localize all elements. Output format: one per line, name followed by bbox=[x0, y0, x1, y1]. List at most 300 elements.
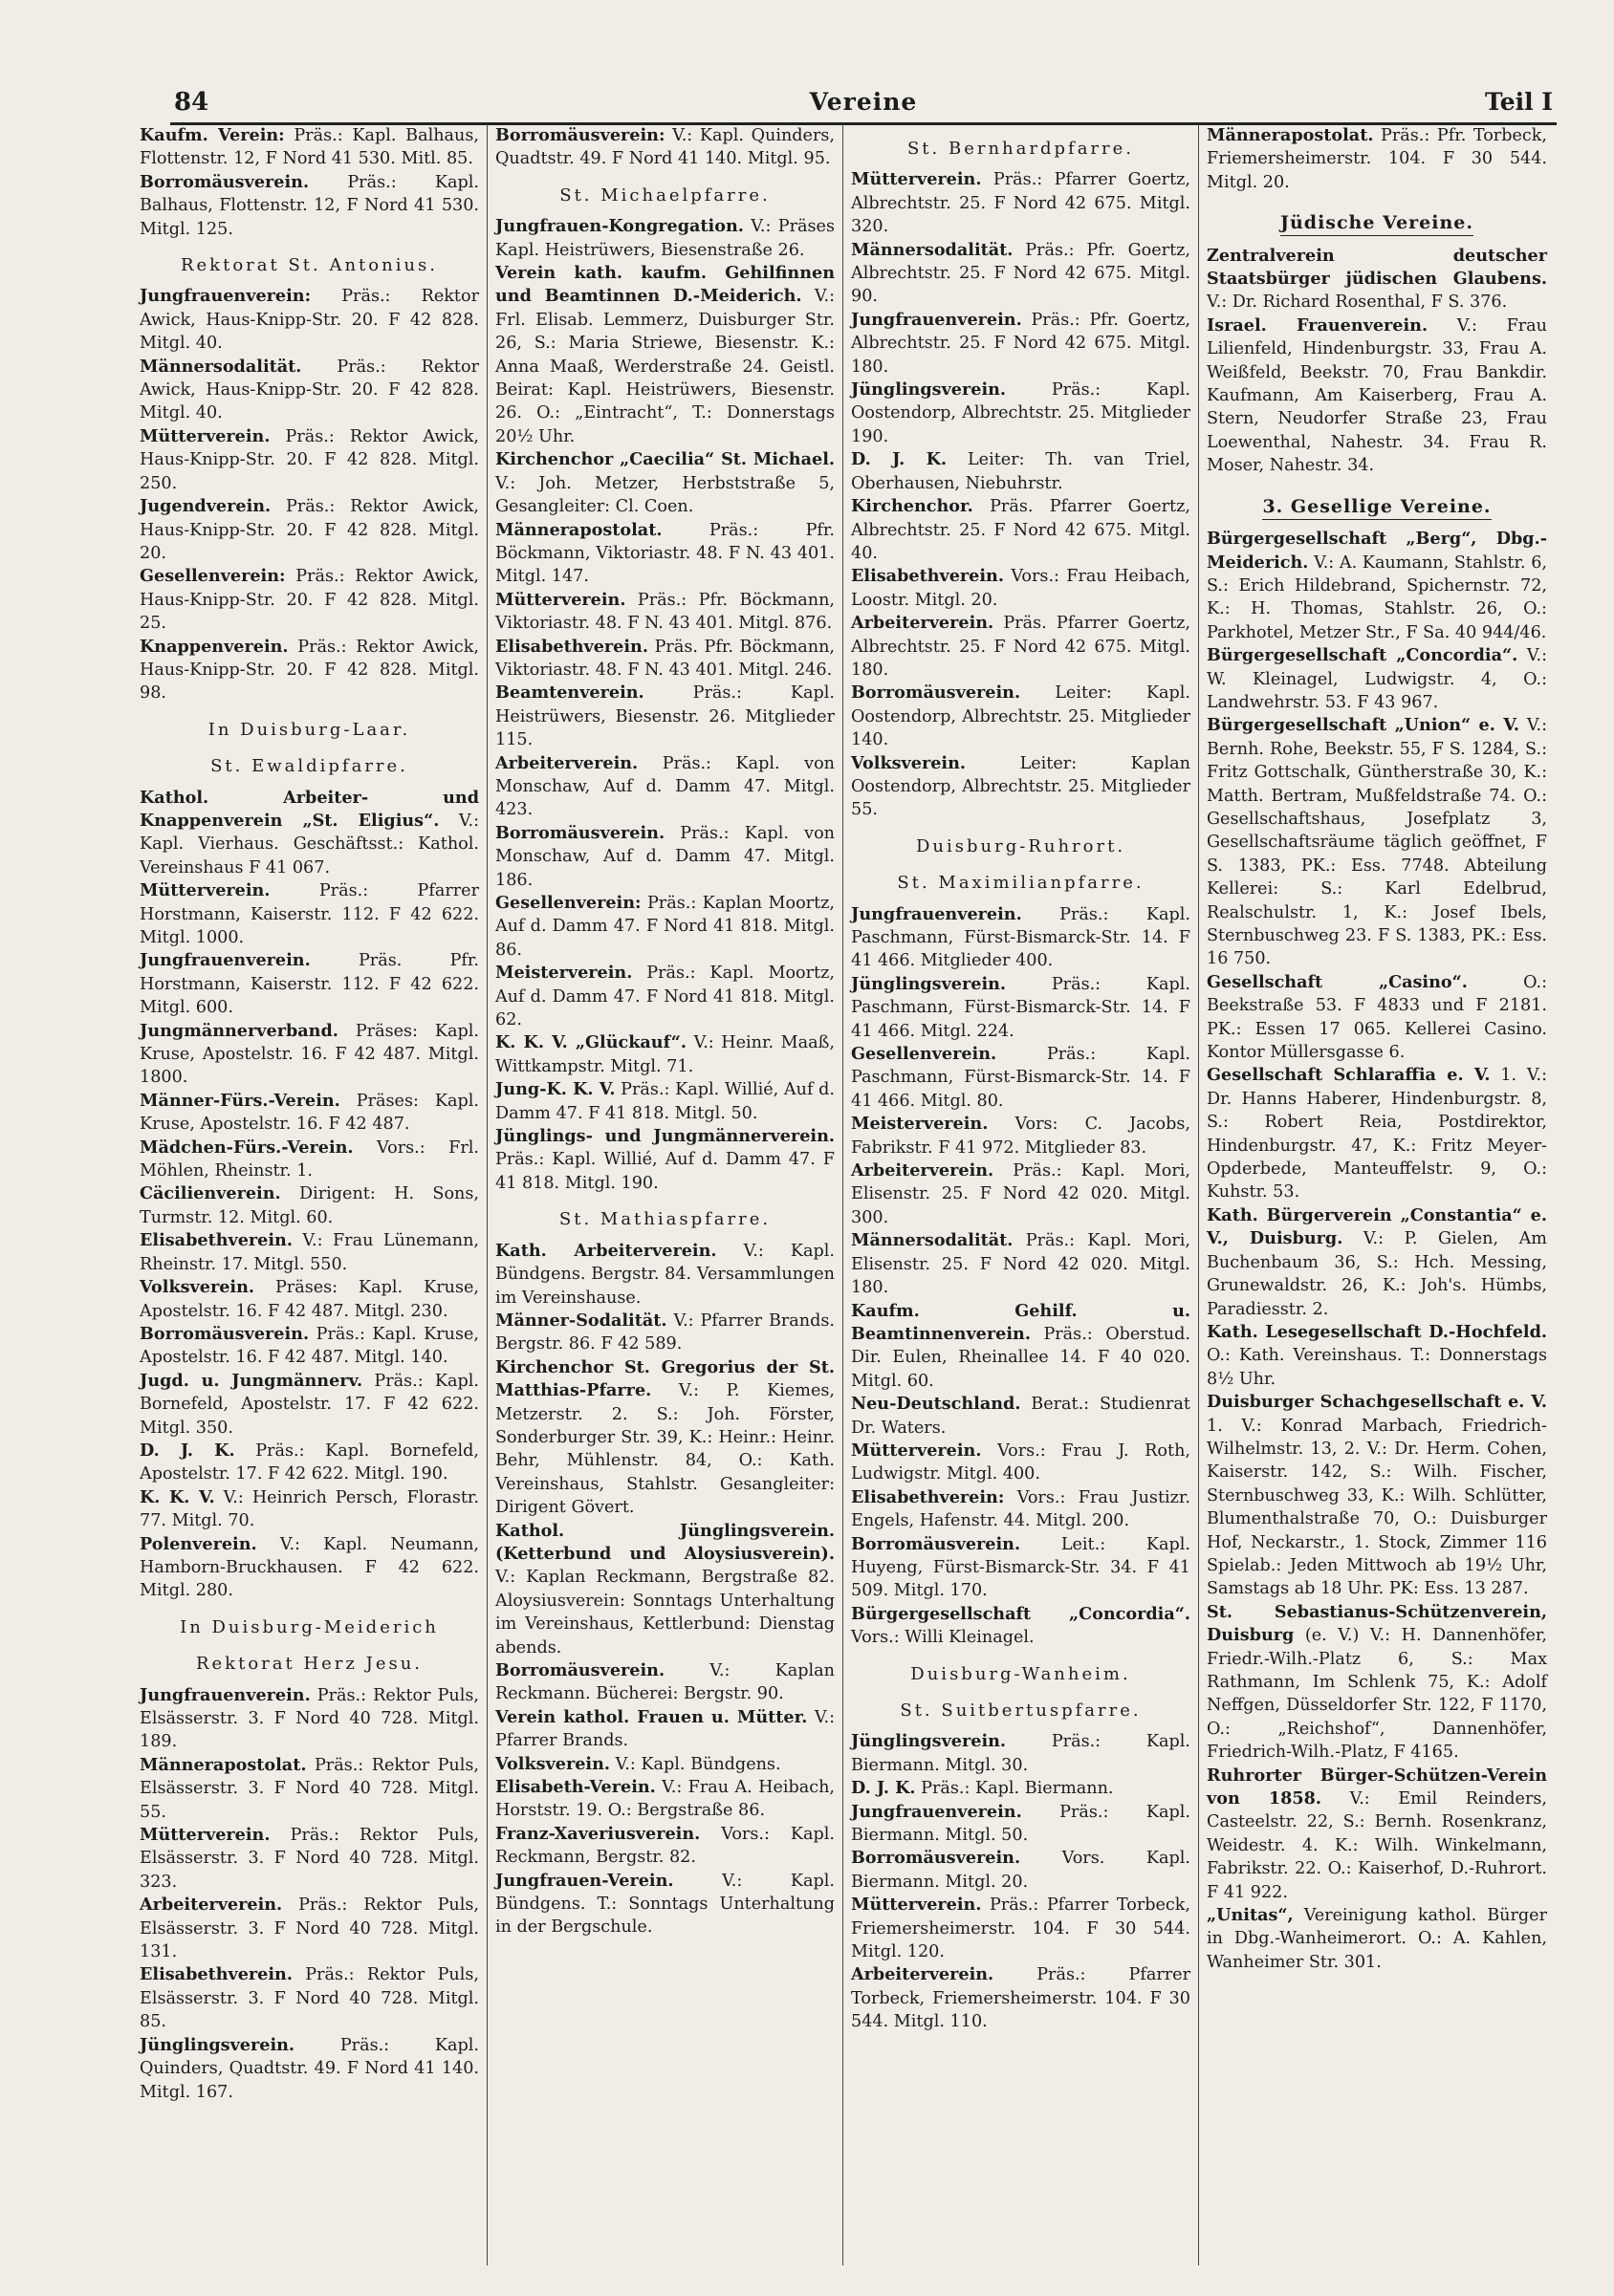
directory-entry bbox=[140, 171, 479, 241]
directory-entry bbox=[851, 1159, 1190, 1229]
entry-name: Jugendverein. bbox=[140, 496, 272, 517]
entry-details: Präs.: Kapl. Kruse, Apostelstr. 16. F 42 487. Mitgl. 140. bbox=[140, 1324, 479, 1368]
entry-name: Verein kath. kaufm. Gehilfinnen und Beamtinnen D.-Meiderich. bbox=[495, 263, 835, 307]
section-heading bbox=[851, 835, 1190, 858]
entry-name: Meisterverein. bbox=[495, 963, 633, 984]
section-heading bbox=[495, 1208, 835, 1231]
entry-name: Gesellschaft Schlaraffia e. V. bbox=[1207, 1065, 1491, 1086]
entry-details: Präs.: Rektor Awick, Haus-Knipp-Str. 20. F 42 828. Mitgl. 250. bbox=[140, 426, 479, 493]
entry-details: Präs. Pfarrer Goertz, Albrechtstr. 25. F Nord 42 675. Mitgl. 180. bbox=[851, 614, 1190, 680]
directory-entry bbox=[495, 1753, 835, 1776]
entry-name: Kathol. Jünglingsverein. (Ketterbund und Aloysiusverein). bbox=[495, 1520, 835, 1564]
directory-entry bbox=[1207, 714, 1547, 970]
directory-entry bbox=[851, 1440, 1190, 1486]
entry-name: „Unitas“, bbox=[1207, 1905, 1294, 1926]
entry-details: V.: Pfarrer Brands. Bergstr. 86. F 42 589. bbox=[495, 1310, 835, 1354]
directory-entry bbox=[1207, 1904, 1547, 1974]
entry-details: Vors.: Kapl. Reckmann, Bergstr. 82. bbox=[495, 1824, 835, 1868]
section-heading bbox=[851, 1663, 1190, 1686]
entry-details: Präs.: Rektor Awick, Haus-Knipp-Str. 20. F 42 828. Mitgl. 40. bbox=[140, 357, 479, 423]
entry-details: V.: Bernh. Rohe, Beekstr. 55, F S. 1284, S.: Fritz Gottschalk, Güntherstraße 30, K.: Matth. Bertram, Mußfeldstraße 74. O.: Gesellschaftshaus, Josefplatz 3, Gesellschaftsräume täglich geöffnet, F S. 1383, PK.: Ess. 7748. Abteilung Kellerei: S.: Karl Edelbrud, Realschulstr. 1, K.: Josef Ibels, Sternbuschweg 23. F S. 1383, PK.: Ess. 16 750. bbox=[1207, 716, 1548, 969]
entry-details: Vors.: Frau J. Roth, Ludwigstr. Mitgl. 400. bbox=[851, 1440, 1190, 1484]
entry-details: Präs.: Pfr. Böckmann, Viktoriastr. 48. F N. 43 401. Mitgl. 876. bbox=[495, 590, 835, 634]
directory-entry bbox=[140, 1090, 479, 1137]
entry-name: Elisabethverein. bbox=[851, 566, 1004, 587]
entry-name: Kathol. Arbeiter- und Knappenverein „St. Eligius“. bbox=[140, 787, 479, 831]
section-heading-text: Duisburg-Wanheim. bbox=[910, 1663, 1131, 1684]
entry-details: Präs.: Kapl. Paschmann, Fürst-Bismarck-Str. 14. F 41 466. Mitglieder 400. bbox=[851, 904, 1190, 971]
entry-details: Präs.: Kapl. Balhaus, Flottenstr. 12, F Nord 41 530. Mitl. 85. bbox=[140, 126, 479, 169]
directory-entry bbox=[851, 1300, 1190, 1394]
directory-entry bbox=[1207, 314, 1547, 478]
directory-entry bbox=[140, 1894, 479, 1963]
section-heading bbox=[140, 254, 479, 277]
entry-details: Präs.: Kapl. Moortz, Auf d. Damm 47. F Nord 41 818. Mitgl. 62. bbox=[495, 964, 835, 1030]
entry-details: V.: Frau Lilienfeld, Hindenburgstr. 33, Frau A. Weißfeld, Beekstr. 70, Frau Bankdir. Kaufmann, Am Kaiserberg, Frau A. Stern, Neudorfer Straße 23, Frau Loewenthal, Nahestr. 34. Frau R. Moser, Nahestr. 34. bbox=[1207, 315, 1548, 476]
entry-details: Präs. Pfr. Horstmann, Kaiserstr. 112. F 42 622. Mitgl. 600. bbox=[140, 951, 479, 1018]
directory-entry bbox=[1207, 124, 1547, 194]
entry-details: Präses: Kapl. Kruse, Apostelstr. 16. F 42 487. Mitgl. 230. bbox=[140, 1278, 479, 1321]
entry-name: Borromäusverein. bbox=[495, 1660, 665, 1680]
entry-details: Präs.: Rektor Puls, Elsässerstr. 3. F Nord 40 728. Mitgl. 85. bbox=[140, 1965, 479, 2032]
directory-entry bbox=[140, 1963, 479, 2033]
entry-name: Jungfrauenverein: bbox=[140, 286, 312, 307]
directory-entry bbox=[851, 1801, 1190, 1848]
directory-entry bbox=[851, 379, 1190, 448]
directory-entry bbox=[851, 973, 1190, 1043]
entry-details: Leiter: Kapl. Oostendorp, Albrechtstr. 25. Mitglieder 140. bbox=[851, 683, 1191, 750]
entry-name: Arbeiterverein. bbox=[851, 1160, 994, 1181]
directory-entry bbox=[851, 1113, 1190, 1159]
entry-details: O.: Kath. Vereinshaus. T.: Donnerstags 8½ Uhr. bbox=[1207, 1346, 1547, 1389]
directory-entry bbox=[851, 239, 1190, 309]
entry-details: Präs.: Kapl. Paschmann, Fürst-Bismarck-Str. 14. F 41 466. Mitgl. 80. bbox=[851, 1045, 1190, 1111]
entry-name: D. J. K. bbox=[851, 449, 948, 470]
entry-details: 1. V.: Dr. Hanns Haberer, Hindenburgstr. 8, S.: Robert Reia, Postdirektor, Hindenburgstr. 47, K.: Fritz Meyer-Opderbede, Manteuffelstr. 9, O.: Kuhstr. 53. bbox=[1207, 1066, 1548, 1202]
entry-name: Kirchenchor „Caecilia“ St. Michael. bbox=[495, 449, 835, 470]
entry-name: Zentralverein deutscher Staatsbürger jüdischen Glaubens. bbox=[1207, 245, 1547, 290]
entry-details: Präs.: Kapl. Bornefeld, Apostelstr. 17. F 42 622. Mitgl. 190. bbox=[140, 1440, 479, 1484]
directory-entry bbox=[140, 1370, 479, 1440]
entry-name: Jünglingsverein. bbox=[851, 1731, 1007, 1752]
entry-name: Kirchenchor St. Gregorius der St. Matthias-Pfarre. bbox=[495, 1356, 835, 1401]
entry-name: Arbeiterverein. bbox=[140, 1895, 283, 1916]
entry-name: Borromäusverein: bbox=[495, 125, 665, 145]
entry-name: Kath. Lesegesellschaft D.-Hochfeld. bbox=[1207, 1321, 1547, 1342]
directory-entry bbox=[495, 822, 835, 892]
directory-entry bbox=[140, 285, 479, 355]
section-heading-text: St. Ewaldipfarre. bbox=[210, 756, 408, 777]
entry-name: Kaufm. Gehilf. u. Beamtinnenverein. bbox=[851, 1300, 1190, 1344]
directory-entry bbox=[140, 1182, 479, 1229]
directory-entry bbox=[495, 752, 835, 822]
entry-name: Männersodalität. bbox=[851, 239, 1014, 260]
entry-name: Gesellenverein. bbox=[851, 1044, 997, 1065]
directory-entry bbox=[140, 1684, 479, 1754]
entry-details: V.: Pfarrer Brands. bbox=[495, 1707, 836, 1751]
section-heading-text: St. Suitbertuspfarre. bbox=[900, 1700, 1142, 1721]
entry-name: Mädchen-Fürs.-Verein. bbox=[140, 1137, 354, 1158]
entry-details: Präs.: Pfr. Goertz, Albrechtstr. 25. F Nord 42 675. Mitgl. 180. bbox=[851, 310, 1191, 377]
entry-name: Jünglings- und Jungmännerverein. bbox=[495, 1126, 835, 1147]
entry-name: Männersodalität. bbox=[851, 1230, 1014, 1251]
directory-entry bbox=[495, 1031, 835, 1078]
section-heading bbox=[1207, 495, 1547, 518]
entry-name: Kath. Arbeiterverein. bbox=[495, 1240, 717, 1261]
entry-name: Neu-Deutschland. bbox=[851, 1394, 1021, 1415]
entry-details: Präs.: Rektor Puls, Elsässerstr. 3. F Nord 40 728. Mitgl. 323. bbox=[140, 1826, 479, 1892]
directory-entry bbox=[140, 1020, 479, 1090]
entry-details: Präs.: Kapl. von Monschaw, Auf d. Damm 47. Mitgl. 186. bbox=[495, 823, 835, 890]
entry-details: V.: Heinrich Persch, Florastr. 77. Mitgl. 70. bbox=[140, 1487, 479, 1531]
entry-details: Präs.: Kapl. Balhaus, Flottenstr. 12, F Nord 41 530. Mitgl. 125. bbox=[140, 172, 480, 239]
entry-name: K. K. V. „Glückauf“. bbox=[495, 1032, 687, 1053]
directory-entry bbox=[1207, 1601, 1547, 1765]
entry-name: Arbeiterverein. bbox=[851, 1964, 994, 1985]
directory-entry bbox=[1207, 245, 1547, 314]
directory-entry bbox=[140, 1440, 479, 1486]
section-heading-text: St. Mathiaspfarre. bbox=[558, 1209, 772, 1230]
entry-details: Vors.: Frl. Möhlen, Rheinstr. 1. bbox=[140, 1137, 480, 1181]
section-heading-text: Duisburg-Ruhrort. bbox=[915, 835, 1126, 856]
entry-name: Jungfrauenverein. bbox=[140, 1684, 311, 1705]
directory-entry bbox=[140, 879, 479, 949]
entry-details: Leiter: Kaplan Oostendorp, Albrechtstr. 25. Mitglieder 55. bbox=[851, 753, 1191, 820]
directory-entry bbox=[495, 448, 835, 518]
directory-entry bbox=[851, 1730, 1190, 1777]
directory-entry bbox=[1207, 1204, 1547, 1321]
column-2 bbox=[488, 124, 843, 2265]
directory-entry bbox=[495, 1310, 835, 1356]
entry-details: Berat.: Studienrat Dr. Waters. bbox=[851, 1395, 1190, 1438]
entry-name: Arbeiterverein. bbox=[851, 613, 994, 634]
entry-details: Präs.: Kaplan Moortz, Auf d. Damm 47. F Nord 41 818. Mitgl. 86. bbox=[495, 894, 836, 960]
entry-name: Arbeiterverein. bbox=[495, 752, 639, 773]
entry-name: Mütterverein. bbox=[140, 425, 271, 446]
entry-name: Bürgergesellschaft „Berg“, Dbg.-Meiderich. bbox=[1207, 529, 1547, 573]
entry-details: Präs.: Kapl. Mori, Elisenstr. 25. F Nord 42 020. Mitgl. 180. bbox=[851, 1231, 1190, 1298]
entry-details: Präses: Kapl. Kruse, Apostelstr. 16. F 42 487. bbox=[140, 1091, 479, 1135]
entry-details: Vors. Kapl. Biermann. Mitgl. 20. bbox=[851, 1849, 1190, 1892]
section-heading-text: St. Michaelpfarre. bbox=[559, 184, 771, 206]
directory-entry bbox=[851, 903, 1190, 973]
section-heading bbox=[140, 719, 479, 742]
directory-entry bbox=[495, 1870, 835, 1939]
entry-name: Meisterverein. bbox=[851, 1114, 989, 1135]
entry-details: Präs.: Rektor Awick, Haus-Knipp-Str. 20. F 42 828. Mitgl. 20. bbox=[140, 497, 479, 563]
entry-details: V.: Kapl. Bündgens. bbox=[615, 1754, 781, 1774]
entry-details: 1. V.: Konrad Marbach, Friedrich-Wilhelmstr. 13, 2. V.: Dr. Herm. Cohen, Kaiserstr. 142, S.: Wilh. Fischer, Sternbuschweg 33, K.: Wilh. Schlütter, Blumenthalstraße 70, O.: Duisburger Hof, Neckarstr., 1. Stock, Zimmer 116 Spielab.: Jeden Mittwoch ab 19½ Uhr, Samstags ab 18 Uhr. PK: Ess. 13 287. bbox=[1207, 1416, 1547, 1599]
entry-details: Präs.: Kapl. Willié, Auf d. Damm 47. F 41 818. Mitgl. 50. bbox=[495, 1080, 835, 1123]
entry-details: Präs.: Rektor Puls, Elsässerstr. 3. F Nord 40 728. Mitgl. 131. bbox=[140, 1895, 479, 1962]
entry-details: V.: Kaplan Reckmann. Bücherei: Bergstr. 90. bbox=[495, 1661, 835, 1704]
entry-name: Kirchenchor. bbox=[851, 496, 973, 517]
directory-entry bbox=[1207, 1391, 1547, 1601]
entry-name: Borromäusverein. bbox=[851, 682, 1021, 704]
directory-entry bbox=[851, 1777, 1190, 1800]
entry-details: Präs.: Kapl. Willié, Auf d. Damm 47. F 41 818. Mitgl. 190. bbox=[495, 1150, 835, 1193]
entry-details: Präs.: Pfarrer Torbeck, Friemersheimerstr. 104. F 30 544. Mitgl. 110. bbox=[851, 1965, 1190, 2032]
directory-entry bbox=[851, 752, 1190, 822]
entry-name: Jünglingsverein. bbox=[140, 2034, 295, 2055]
entry-details: Präs.: Kapl. Mori, Elisenstr. 25. F Nord 42 020. Mitgl. 300. bbox=[851, 1161, 1190, 1227]
entry-name: Volksverein. bbox=[140, 1277, 255, 1298]
directory-entry bbox=[851, 168, 1190, 238]
entry-details: V.: Kapl. Bündgens. Bergstr. 84. Versammlungen im Vereinshause. bbox=[495, 1241, 836, 1308]
directory-entry bbox=[851, 1963, 1190, 2033]
directory-entry bbox=[495, 1520, 835, 1659]
entry-name: Elisabethverein. bbox=[140, 1230, 293, 1251]
entry-details: (e. V.) V.: H. Dannenhöfer, Friedr.-Wilh.-Platz 6, S.: Max Rathmann, Im Schlenk 75, K.: Adolf Neffgen, Düsseldorfer Str. 122, F 1170, O.: „Reichshof“, Dannenhöfer, Friedrich-Wilh.-Platz, F 4165. bbox=[1207, 1626, 1547, 1763]
entry-name: Jugd. u. Jungmännerv. bbox=[140, 1370, 363, 1391]
directory-entry bbox=[140, 495, 479, 565]
entry-details: V.: Präses Kapl. Heistrüwers, Biesenstraße 26. bbox=[495, 217, 835, 260]
directory-entry bbox=[495, 1125, 835, 1195]
entry-details: O.: Beekstraße 53. F 4833 und F 2181. PK.: Essen 17 065. Kellerei Casino. Kontor Müllersgasse 6. bbox=[1207, 972, 1547, 1063]
directory-entry bbox=[851, 1393, 1190, 1440]
directory-entry bbox=[851, 495, 1190, 565]
directory-entry bbox=[851, 1533, 1190, 1603]
directory-entry bbox=[140, 1276, 479, 1323]
directory-entry bbox=[851, 612, 1190, 682]
directory-entry bbox=[140, 1754, 479, 1824]
entry-details: Präs.: Pfr. Torbeck, Friemersheimerstr. 104. F 30 544. Mitgl. 20. bbox=[1207, 126, 1548, 192]
entry-details: Präs.: Pfr. Goertz, Albrechtstr. 25. F Nord 42 675. Mitgl. 90. bbox=[851, 240, 1190, 307]
entry-details: Leiter: Th. van Triel, Oberhausen, Niebuhrstr. bbox=[851, 450, 1190, 493]
entry-details: Vors: C. Jacobs, Fabrikstr. F 41 972. Mitglieder 83. bbox=[851, 1115, 1190, 1158]
directory-entry bbox=[495, 589, 835, 636]
entry-name: Borromäusverein. bbox=[851, 1533, 1021, 1554]
directory-entry bbox=[1207, 1064, 1547, 1203]
entry-details: V.: Emil Reinders, Casteelstr. 22, S.: Bernh. Rosenkranz, Weidestr. 4. K.: Wilh. Winkelmann, Fabrikstr. 22. O.: Kaiserhof, D.-Ruhrort. F 41 922. bbox=[1207, 1789, 1547, 1902]
directory-entry bbox=[495, 1356, 835, 1520]
entry-details: V.: Joh. Metzer, Herbststraße 5, Gesangleiter: Cl. Coen. bbox=[495, 473, 835, 517]
entry-details: V.: Frau A. Heibach, Horststr. 19. O.: Bergstraße 86. bbox=[495, 1778, 836, 1821]
entry-details: Präs. Pfarrer Goertz, Albrechtstr. 25. F Nord 42 675. Mitgl. 40. bbox=[851, 497, 1190, 563]
entry-name: Gesellenverein: bbox=[495, 893, 642, 913]
entry-name: St. Sebastianus-Schützenverein, Duisburg bbox=[1207, 1601, 1547, 1646]
entry-details: Präs.: Pfarrer Goertz, Albrechtstr. 25. F Nord 42 675. Mitgl. 320. bbox=[851, 170, 1190, 237]
directory-entry bbox=[140, 1137, 479, 1183]
entry-name: Männersodalität. bbox=[140, 356, 302, 377]
part-label: Teil I bbox=[1484, 88, 1553, 116]
directory-entry bbox=[140, 356, 479, 425]
entry-name: Mütterverein. bbox=[851, 169, 982, 190]
entry-details: Präs.: Pfr. Böckmann, Viktoriastr. 48. F N. 43 401. Mitgl. 147. bbox=[495, 520, 835, 587]
entry-name: Männer-Sodalität. bbox=[495, 1310, 667, 1331]
entry-details: V.: Kapl. Vierhaus. Geschäftsst.: Kathol. Vereinshaus F 41 067. bbox=[140, 811, 480, 877]
directory-entry bbox=[851, 1486, 1190, 1533]
entry-name: Polenverein. bbox=[140, 1533, 257, 1554]
entry-name: Gesellenverein: bbox=[140, 566, 286, 587]
entry-name: Jungfrauenverein. bbox=[851, 309, 1022, 330]
entry-name: Elisabeth-Verein. bbox=[495, 1777, 656, 1798]
section-heading-text: Jüdische Vereine. bbox=[1280, 212, 1473, 236]
entry-name: Ruhrorter Bürger-Schützen-Verein von 1858. bbox=[1207, 1765, 1547, 1809]
entry-name: Borromäusverein. bbox=[851, 1848, 1021, 1869]
entry-details: Präs.: Kapl. Biermann. bbox=[921, 1779, 1114, 1799]
page-header bbox=[170, 84, 1557, 125]
entry-name: Mütterverein. bbox=[140, 880, 271, 901]
entry-details: Dirigent: H. Sons, Turmstr. 12. Mitgl. 60. bbox=[140, 1184, 480, 1227]
entry-details: V.: Kaplan Reckmann, Bergstraße 82. Aloysiusverein: Sonntags Unterhaltung im Vereinshaus, Kettlerbund: Dienstag abends. bbox=[495, 1568, 835, 1657]
directory-entry bbox=[495, 1240, 835, 1310]
entry-name: Borromäusverein. bbox=[140, 171, 310, 192]
entry-details: Präs.: Kapl. Quinders, Quadtstr. 49. F Nord 41 140. Mitgl. 167. bbox=[140, 2035, 479, 2102]
directory-entry bbox=[495, 262, 835, 448]
entry-details: Vereinigung kathol. Bürger in Dbg.-Wanheimerort. O.: A. Kahlen, Wanheimer Str. 301. bbox=[1207, 1906, 1548, 1972]
entry-details: Präs. Pfr. Böckmann, Viktoriastr. 48. F N. 43 401. Mitgl. 246. bbox=[495, 637, 835, 680]
entry-details: Präs.: Rektor Puls, Elsässerstr. 3. F Nord 40 728. Mitgl. 189. bbox=[140, 1685, 479, 1752]
directory-entry bbox=[140, 124, 479, 171]
section-heading bbox=[851, 138, 1190, 161]
directory-entry bbox=[140, 565, 479, 635]
directory-entry bbox=[140, 636, 479, 705]
entry-details: V.: Kapl. Quinders, Quadtstr. 49. F Nord 41 140. Mitgl. 95. bbox=[495, 126, 835, 169]
entry-name: D. J. K. bbox=[851, 1778, 916, 1799]
section-heading-text: In Duisburg-Laar. bbox=[207, 719, 411, 740]
entry-details: V.: A. Kaumann, Stahlstr. 6, S.: Erich Hildebrand, Spichernstr. 72, K.: H. Thomas, Stahlstr. 26, O.: Parkhotel, Metzer Str., F Sa. 40 944/46. bbox=[1207, 552, 1547, 642]
entry-name: Mütterverein. bbox=[851, 1440, 982, 1461]
directory-entry bbox=[495, 1659, 835, 1706]
directory-entry bbox=[851, 1603, 1190, 1650]
running-title: Vereine bbox=[809, 88, 918, 116]
directory-entry bbox=[1207, 971, 1547, 1065]
entry-details: V.: W. Kleinagel, Ludwigstr. 4, O.: Landwehrstr. 53. F 43 967. bbox=[1207, 646, 1547, 712]
directory-entry bbox=[851, 1894, 1190, 1963]
entry-name: K. K. V. bbox=[140, 1486, 215, 1507]
section-heading bbox=[851, 872, 1190, 895]
directory-entry bbox=[140, 1824, 479, 1894]
entry-name: Elisabethverein. bbox=[495, 636, 648, 657]
entry-name: Jung-K. K. V. bbox=[495, 1079, 616, 1100]
directory-entry bbox=[851, 448, 1190, 495]
entry-details: V.: Frl. Elisab. Lemmerz, Duisburger Str. 26, S.: Maria Striewe, Biesenstr. K.: Anna Maaß, Werderstraße 24. Geistl. Beirat: Kapl. Heistrüwers, Biesenstr. 26. O.: „Eintracht“, T.: Donnerstags 20½ Uhr. bbox=[495, 287, 835, 446]
directory-entry bbox=[1207, 1765, 1547, 1904]
entry-name: D. J. K. bbox=[140, 1440, 235, 1461]
entry-name: Jungfrauenverein. bbox=[140, 950, 311, 971]
entry-name: Duisburger Schachgesellschaft e. V. bbox=[1207, 1392, 1547, 1413]
section-heading-text: St. Bernhardpfarre. bbox=[906, 139, 1135, 159]
entry-name: Jungfrauenverein. bbox=[851, 1801, 1022, 1822]
entry-details: Präs.: Rektor Awick, Haus-Knipp-Str. 20. F 42 828. Mitgl. 40. bbox=[140, 287, 479, 354]
entry-name: Kaufm. Verein: bbox=[140, 125, 285, 145]
section-heading bbox=[851, 1700, 1190, 1722]
directory-entry bbox=[1207, 1321, 1547, 1391]
entry-name: Borromäusverein. bbox=[495, 822, 665, 843]
section-heading bbox=[140, 1653, 479, 1676]
entry-details: Präs.: Kapl. Oostendorp, Albrechtstr. 25. Mitglieder 190. bbox=[851, 380, 1190, 446]
directory-entry bbox=[140, 425, 479, 495]
directory-entry bbox=[140, 2034, 479, 2104]
column-4 bbox=[1199, 124, 1555, 2265]
section-heading-text: St. Maximilianpfarre. bbox=[897, 873, 1145, 894]
page-number: 84 bbox=[174, 88, 209, 117]
entry-details: Präs.: Pfarrer Torbeck, Friemersheimerstr. 104. F 30 544. Mitgl. 120. bbox=[851, 1895, 1191, 1962]
entry-name: Jünglingsverein. bbox=[851, 973, 1007, 994]
directory-entry bbox=[851, 682, 1190, 751]
entry-name: Knappenverein. bbox=[140, 636, 289, 657]
column-1 bbox=[132, 124, 488, 2265]
entry-details: Präs.: Pfarrer Horstmann, Kaiserstr. 112. F 42 622. Mitgl. 1000. bbox=[140, 881, 479, 947]
directory-entry bbox=[140, 1486, 479, 1533]
section-heading bbox=[140, 1616, 479, 1639]
section-heading-text: In Duisburg-Meiderich bbox=[180, 1616, 439, 1637]
directory-entry bbox=[495, 1078, 835, 1125]
entry-details: V.: Frau Lünemann, Rheinstr. 17. Mitgl. 550. bbox=[140, 1231, 479, 1274]
entry-name: Jungmännerverband. bbox=[140, 1020, 338, 1041]
entry-details: Präs.: Rektor Puls, Elsässerstr. 3. F Nord 40 728. Mitgl. 55. bbox=[140, 1755, 479, 1822]
directory-entry bbox=[140, 1533, 479, 1603]
entry-name: Bürgergesellschaft „Concordia“. bbox=[1207, 645, 1518, 666]
directory-entry bbox=[140, 1229, 479, 1276]
entry-name: Männerapostolat. bbox=[1207, 125, 1374, 145]
directory-entry bbox=[1207, 528, 1547, 644]
entry-details: V.: Heinr. Maaß, Wittkampstr. Mitgl. 71. bbox=[495, 1033, 835, 1076]
entry-name: Kath. Bürgerverein „Constantia“ e. V., Duisburg. bbox=[1207, 1204, 1547, 1249]
directory-entry bbox=[495, 1776, 835, 1823]
directory-entry bbox=[140, 949, 479, 1019]
directory-entry bbox=[495, 636, 835, 682]
text-columns bbox=[132, 124, 1555, 2265]
entry-details: Präs.: Rektor Awick, Haus-Knipp-Str. 20. F 42 828. Mitgl. 25. bbox=[140, 567, 480, 634]
entry-details: Präs.: Kapl. Bornefeld, Apostelstr. 17. F 42 622. Mitgl. 350. bbox=[140, 1371, 480, 1438]
entry-details: Präs.: Rektor Awick, Haus-Knipp-Str. 20. F 42 828. Mitgl. 98. bbox=[140, 637, 479, 704]
entry-details: Präs.: Kapl. von Monschaw, Auf d. Damm 47. Mitgl. 423. bbox=[495, 753, 836, 820]
entry-name: Männerapostolat. bbox=[495, 519, 663, 540]
entry-details: V.: Kapl. Bündgens. T.: Sonntags Unterhaltung in der Bergschule. bbox=[495, 1871, 835, 1938]
entry-name: Bürgergesellschaft „Union“ e. V. bbox=[1207, 715, 1519, 736]
entry-name: Gesellschaft „Casino“. bbox=[1207, 971, 1468, 992]
entry-name: Jungfrauen-Kongregation. bbox=[495, 216, 744, 237]
entry-name: Elisabethverein: bbox=[851, 1486, 1005, 1507]
entry-details: Vors.: Frau Heibach, Loostr. Mitgl. 20. bbox=[851, 567, 1190, 610]
entry-name: Verein kathol. Frauen u. Mütter. bbox=[495, 1706, 808, 1727]
entry-details: Präs.: Kapl. Biermann. Mitgl. 50. bbox=[851, 1802, 1190, 1846]
entry-details: V.: P. Gielen, Am Buchenbaum 36, S.: Hch. Messing, Grunewaldstr. 26, K.: Joh's. Hümbs, Paradiesstr. 2. bbox=[1207, 1229, 1547, 1319]
entry-details: Präs.: Kapl. Heistrüwers, Biesenstr. 26. Mitglieder 115. bbox=[495, 683, 835, 750]
section-heading bbox=[1207, 211, 1547, 234]
directory-entry bbox=[495, 1823, 835, 1870]
entry-name: Männer-Fürs.-Verein. bbox=[140, 1090, 340, 1111]
entry-details: Präses: Kapl. Kruse, Apostelstr. 16. F 42 487. Mitgl. 1800. bbox=[140, 1021, 480, 1088]
directory-entry bbox=[851, 1847, 1190, 1894]
entry-name: Beamtenverein. bbox=[495, 682, 644, 704]
entry-details: Präs.: Oberstud. Dir. Eulen, Rheinallee 14. F 40 020. Mitgl. 60. bbox=[851, 1324, 1190, 1391]
entry-name: Borromäusverein. bbox=[140, 1323, 310, 1344]
entry-name: Franz-Xaveriusverein. bbox=[495, 1823, 701, 1844]
entry-name: Mütterverein. bbox=[140, 1825, 271, 1846]
entry-name: Mütterverein. bbox=[851, 1895, 982, 1916]
entry-name: Elisabethverein. bbox=[140, 1964, 293, 1985]
entry-name: Jungfrauen-Verein. bbox=[495, 1870, 674, 1891]
section-heading-text: 3. Gesellige Vereine. bbox=[1262, 496, 1491, 520]
entry-details: Leit.: Kapl. Huyeng, Fürst-Bismarck-Str. 34. F 41 509. Mitgl. 170. bbox=[851, 1534, 1190, 1601]
entry-details: Vors.: Frau Justizr. Engels, Hafenstr. 44. Mitgl. 200. bbox=[851, 1487, 1190, 1531]
section-heading-text: Rektorat St. Antonius. bbox=[180, 255, 439, 276]
directory-entry bbox=[495, 1706, 835, 1753]
entry-details: V.: Dr. Richard Rosenthal, F S. 376. bbox=[1207, 292, 1508, 313]
section-heading bbox=[140, 755, 479, 778]
directory-entry bbox=[495, 682, 835, 751]
entry-name: Jungfrauenverein. bbox=[851, 903, 1022, 924]
entry-name: Mütterverein. bbox=[495, 589, 626, 610]
entry-name: Volksverein. bbox=[495, 1753, 611, 1774]
entry-details: Präs.: Kapl. Biermann. Mitgl. 30. bbox=[851, 1732, 1190, 1775]
directory-entry bbox=[495, 519, 835, 589]
directory-entry bbox=[140, 787, 479, 880]
directory-entry bbox=[851, 1043, 1190, 1113]
